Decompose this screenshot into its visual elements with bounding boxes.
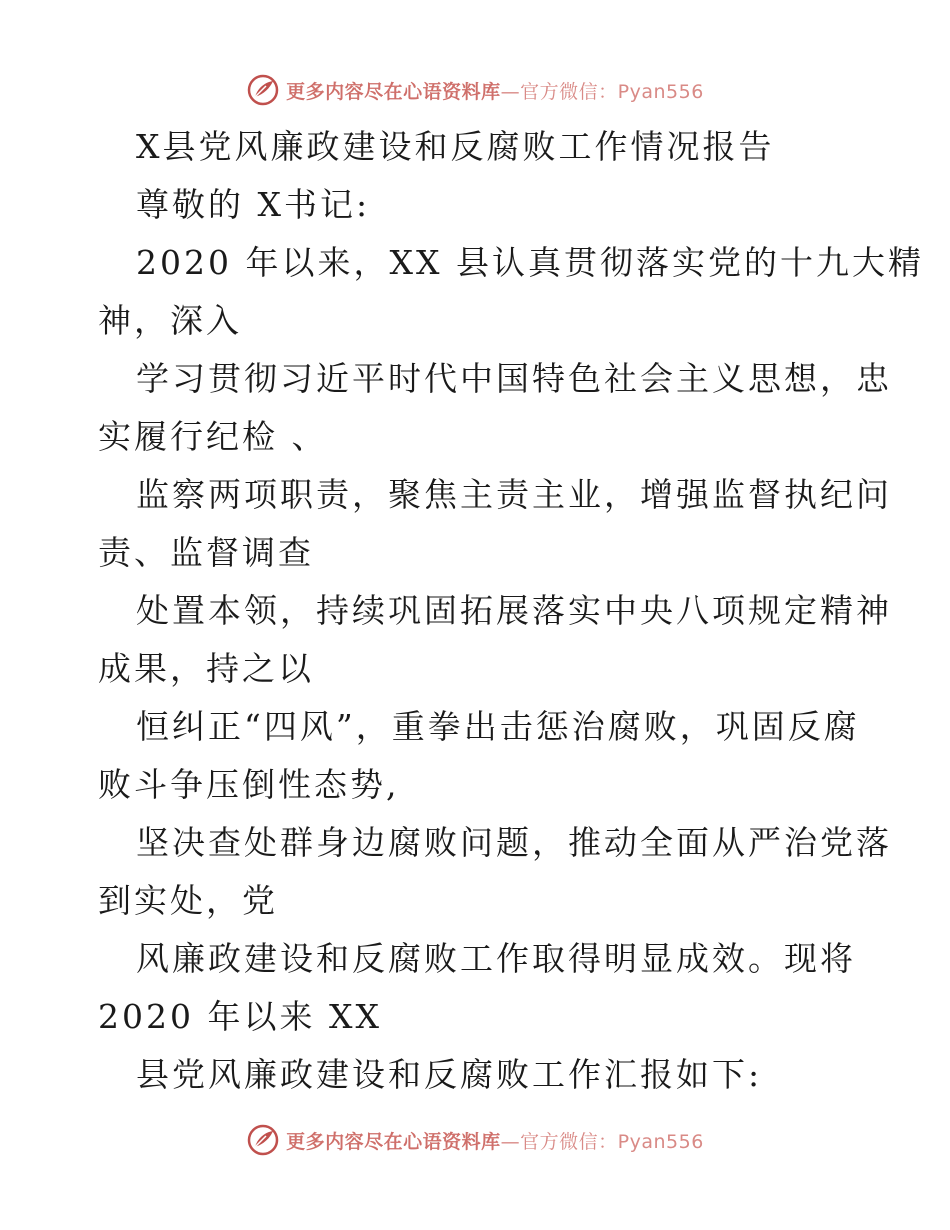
document-line: 风廉政建设和反腐败工作取得明显成效。现将 bbox=[136, 939, 856, 978]
document-line: 坚决查处群身边腐败问题，推动全面从严治党落 bbox=[136, 823, 892, 862]
document-line: 监察两项职责，聚焦主责主业，增强监督执纪问 bbox=[136, 475, 892, 514]
document-line: 尊敬的 X书记: bbox=[136, 185, 371, 224]
document-line: 2020 年以来，XX 县认真贯彻落实党的十九大精 bbox=[136, 243, 924, 282]
document-line: 败斗争压倒性态势, bbox=[98, 765, 400, 804]
document-body bbox=[98, 118, 924, 1104]
document-line: 恒纠正“四风”，重拳出击惩治腐败，巩固反腐 bbox=[136, 707, 860, 746]
document-line: 县党风廉政建设和反腐败工作汇报如下: bbox=[136, 1055, 763, 1094]
document-line: X县党风廉政建设和反腐败工作情况报告 bbox=[136, 127, 775, 166]
watermark-text: 更多内容尽在心语资料库—官方微信：Pyan556 bbox=[286, 1130, 704, 1153]
document-line: 处置本领，持续巩固拓展落实中央八项规定精神 bbox=[136, 591, 892, 630]
document-line: 学习贯彻习近平时代中国特色社会主义思想，忠 bbox=[136, 359, 892, 398]
footer-watermark bbox=[0, 1120, 950, 1160]
header-watermark bbox=[0, 70, 950, 110]
red-leaf-pen-logo-icon bbox=[246, 73, 280, 107]
red-leaf-pen-logo-icon bbox=[246, 1123, 280, 1157]
document-line: 神，深入 bbox=[98, 301, 242, 340]
watermark-text: 更多内容尽在心语资料库—官方微信：Pyan556 bbox=[286, 80, 704, 103]
document-line: 实履行纪检 、 bbox=[98, 417, 328, 456]
document-line: 责、监督调查 bbox=[98, 533, 314, 572]
document-line: 成果，持之以 bbox=[98, 649, 314, 688]
document-line: 到实处，党 bbox=[98, 881, 278, 920]
document-line: 2020 年以来 XX bbox=[98, 997, 382, 1036]
